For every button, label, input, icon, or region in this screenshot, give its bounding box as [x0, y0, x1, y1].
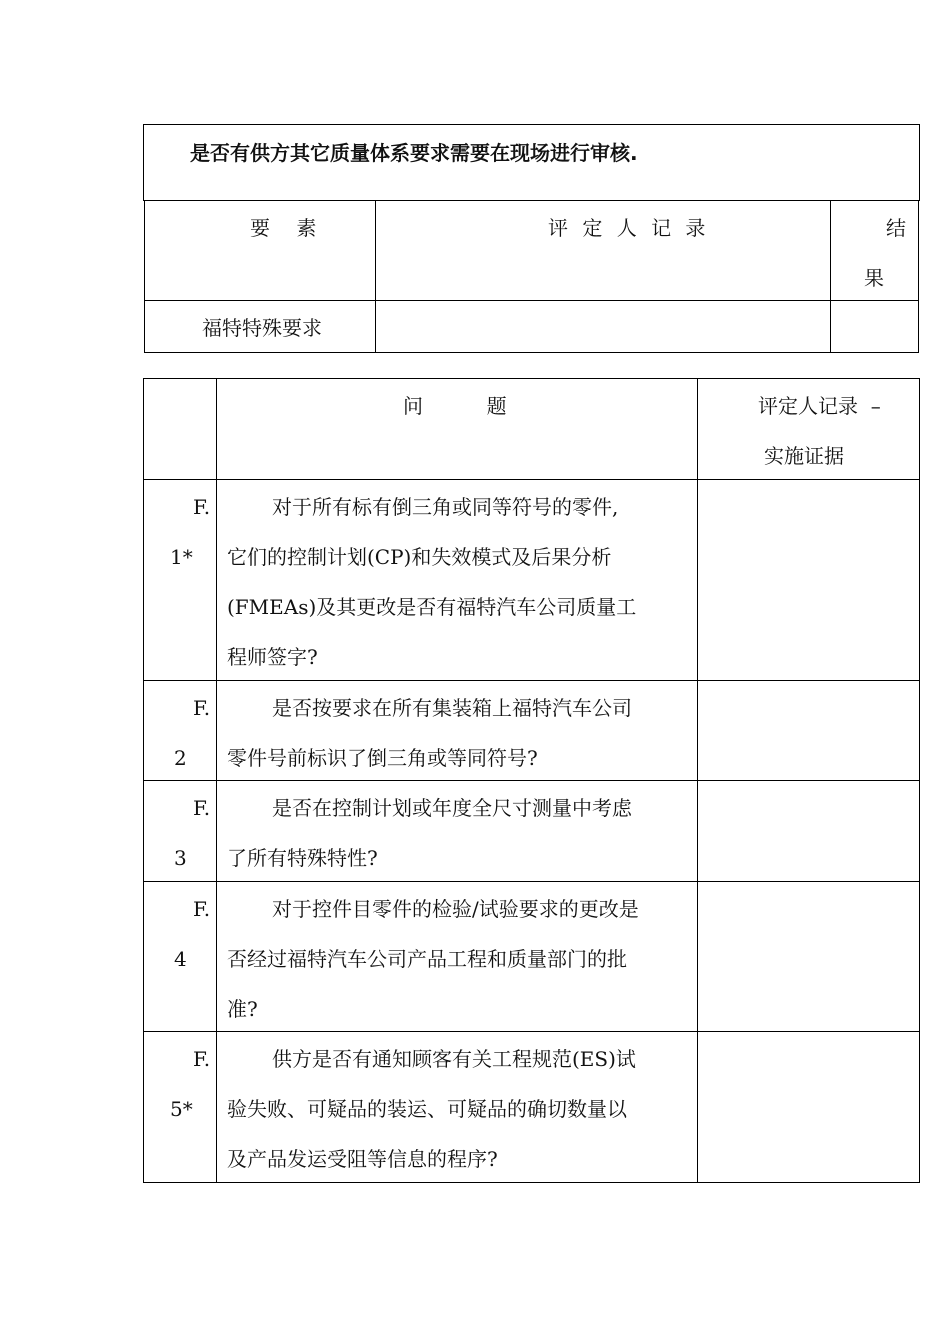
question-text-line: 准?	[227, 997, 258, 1021]
top-table-col-divider-1	[375, 200, 376, 353]
header-element: 要 素	[250, 216, 317, 240]
question-text-line: (FMEAs)及其更改是否有福特汽车公司质量工	[227, 595, 637, 619]
header-evidence-bottom: 实施证据	[764, 444, 844, 468]
row-id-line1: F.	[193, 897, 211, 921]
header-question: 问 题	[403, 394, 507, 418]
header-result-top: 结	[886, 216, 906, 240]
row-id-line1: F.	[193, 796, 211, 820]
question-text-line: 及产品发运受阻等信息的程序?	[227, 1147, 498, 1171]
q-row-divider-5	[143, 1031, 920, 1032]
row-element-ford-special: 福特特殊要求	[202, 316, 322, 340]
top-table-col-divider-2	[830, 200, 831, 353]
header-result-bottom: 果	[864, 266, 884, 290]
question-text-line: 零件号前标识了倒三角或等同符号?	[227, 746, 538, 770]
row-id-line1: F.	[193, 696, 211, 720]
question-text-line: 供方是否有通知顾客有关工程规范(ES)试	[272, 1047, 636, 1071]
top-table-row-divider	[144, 300, 919, 301]
question-text-line: 是否按要求在所有集装箱上福特汽车公司	[272, 696, 632, 720]
row-id-line1: F.	[193, 495, 211, 519]
question-text-line: 否经过福特汽车公司产品工程和质量部门的批	[227, 947, 627, 971]
row-id-line2: 4	[174, 947, 187, 971]
question-text-line: 验失败、可疑品的装运、可疑品的确切数量以	[227, 1097, 627, 1121]
row-id-line2: 1*	[170, 545, 193, 569]
header-recorder: 评 定 人 记 录	[548, 216, 710, 240]
question-text-line: 对于控件目零件的检验/试验要求的更改是	[272, 897, 639, 921]
header-evidence-top: 评定人记录 –	[758, 394, 881, 418]
row-id-line2: 3	[174, 846, 187, 870]
intro-title: 是否有供方其它质量体系要求需要在现场进行审核.	[190, 141, 638, 165]
row-id-line1: F.	[193, 1047, 211, 1071]
question-text-line: 对于所有标有倒三角或同等符号的零件,	[272, 495, 619, 519]
question-text-line: 是否在控制计划或年度全尺寸测量中考虑	[272, 796, 632, 820]
row-id-line2: 5*	[170, 1097, 193, 1121]
question-text-line: 了所有特殊特性?	[227, 846, 378, 870]
question-text-line: 它们的控制计划(CP)和失效模式及后果分析	[227, 545, 612, 569]
row-id-line2: 2	[174, 746, 187, 770]
question-text-line: 程师签字?	[227, 645, 318, 669]
